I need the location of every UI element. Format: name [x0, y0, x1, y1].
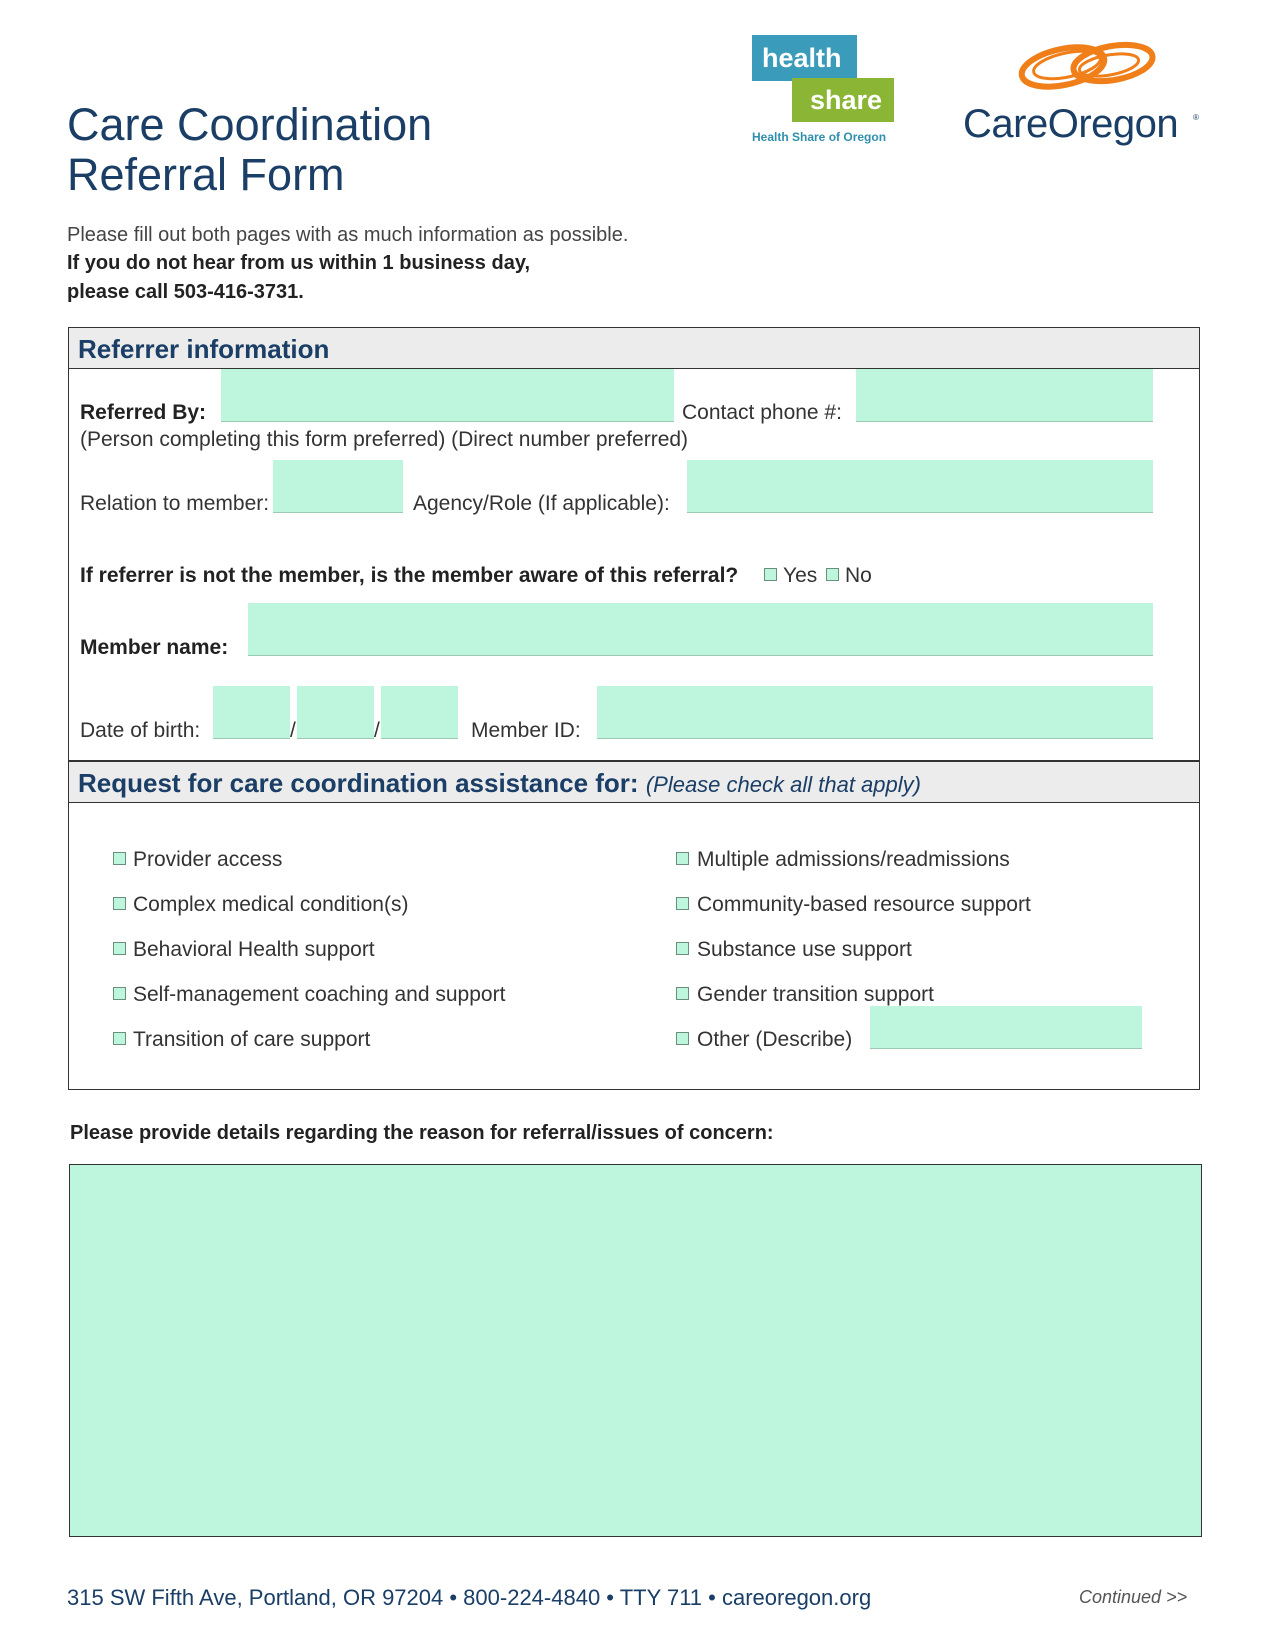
healthshare-logo-share: share: [792, 78, 894, 122]
healthshare-logo-health: health: [752, 35, 857, 81]
option-label: Self-management coaching and support: [133, 983, 506, 1006]
dob-separator: /: [374, 719, 380, 742]
details-prompt: Please provide details regarding the reason for referral/issues of concern:: [70, 1122, 774, 1144]
intro-text: Please fill out both pages with as much information as possible.: [67, 224, 629, 246]
intro-callback-text: If you do not hear from us within 1 business day,: [67, 252, 531, 274]
option-label: Complex medical condition(s): [133, 893, 409, 916]
relation-label: Relation to member:: [80, 492, 270, 515]
option-checkbox[interactable]: [676, 987, 689, 1000]
careoregon-logo-text: CareOregon: [963, 102, 1179, 146]
option-label: Transition of care support: [133, 1028, 371, 1051]
option-label: Multiple admissions/readmissions: [697, 848, 1010, 871]
continued-label: Continued >>: [1079, 1587, 1188, 1607]
footer-address: 315 SW Fifth Ave, Portland, OR 97204 • 800-224-4840 • TTY 711 • careoregon.org: [67, 1585, 872, 1610]
option-checkbox[interactable]: [676, 942, 689, 955]
option-checkbox[interactable]: [113, 852, 126, 865]
option-checkbox[interactable]: [676, 852, 689, 865]
aware-yes-label: Yes: [783, 564, 818, 587]
option-checkbox[interactable]: [676, 1032, 689, 1045]
option-checkbox[interactable]: [113, 897, 126, 910]
option-label: Other (Describe): [697, 1028, 853, 1051]
title-line-2: Referral Form: [67, 149, 345, 200]
intro-phone-text: please call 503-416-3731.: [67, 281, 304, 303]
dob-year-field[interactable]: [381, 686, 458, 739]
contact-phone-field[interactable]: [856, 369, 1153, 422]
option-label: Gender transition support: [697, 983, 934, 1006]
aware-yes-checkbox[interactable]: [764, 568, 777, 581]
details-textarea[interactable]: [69, 1164, 1202, 1537]
referrer-section-title: Referrer information: [78, 334, 330, 364]
request-section-title: [78, 768, 921, 799]
title-line-1: Care Coordination: [67, 99, 433, 150]
option-checkbox[interactable]: [676, 897, 689, 910]
aware-no-label: No: [845, 564, 872, 587]
contact-phone-label: Contact phone #:: [682, 401, 842, 424]
other-describe-field[interactable]: [870, 1006, 1142, 1049]
option-checkbox[interactable]: [113, 942, 126, 955]
option-label: Substance use support: [697, 938, 912, 961]
member-name-field[interactable]: [248, 603, 1153, 656]
request-heading-text: Request for care coordination assistance for:: [78, 768, 639, 798]
healthshare-logo-caption: Health Share of Oregon: [752, 130, 887, 144]
option-label: Provider access: [133, 848, 283, 871]
careoregon-rings-icon: [1015, 35, 1165, 95]
member-aware-question: If referrer is not the member, is the member aware of this referral?: [80, 564, 739, 587]
dob-day-field[interactable]: [297, 686, 374, 739]
referred-by-label: Referred By:: [80, 401, 207, 424]
dob-month-field[interactable]: [213, 686, 290, 739]
option-checkbox[interactable]: [113, 987, 126, 1000]
referred-by-field[interactable]: [221, 369, 674, 422]
referred-by-note: (Person completing this form preferred) (Direct number preferred): [80, 428, 689, 451]
dob-label: Date of birth:: [80, 719, 201, 742]
aware-no-checkbox[interactable]: [826, 568, 839, 581]
option-label: Community-based resource support: [697, 893, 1031, 916]
option-label: Behavioral Health support: [133, 938, 375, 961]
request-heading-note: (Please check all that apply): [645, 772, 921, 797]
member-id-field[interactable]: [597, 686, 1153, 739]
relation-field[interactable]: [273, 460, 403, 513]
dob-separator: /: [290, 719, 296, 742]
member-name-label: Member name:: [80, 636, 229, 659]
agency-role-field[interactable]: [687, 460, 1153, 513]
page-title: [67, 100, 432, 200]
member-id-label: Member ID:: [471, 719, 581, 742]
agency-role-label: Agency/Role (If applicable):: [413, 492, 670, 515]
careoregon-registered-mark: ®: [1193, 113, 1199, 122]
option-checkbox[interactable]: [113, 1032, 126, 1045]
